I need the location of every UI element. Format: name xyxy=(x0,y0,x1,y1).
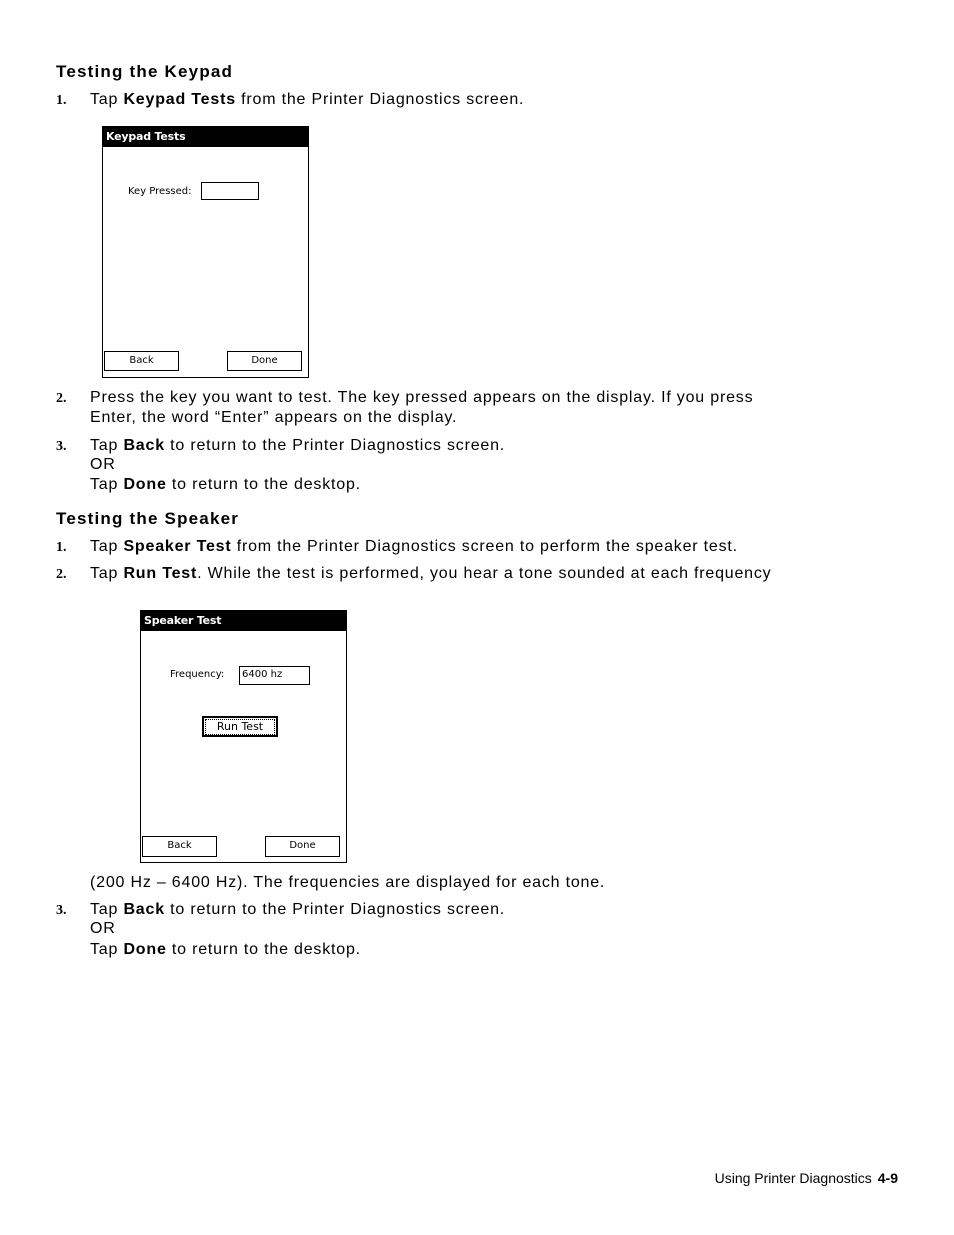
step-number: 1. xyxy=(56,540,67,555)
step-number: 3. xyxy=(56,903,67,918)
heading-testing-keypad: Testing the Keypad xyxy=(56,62,234,81)
back-button[interactable]: Back xyxy=(104,351,179,371)
step-text: Tap Run Test. While the test is performed, you hear a tone sounded at each frequency xyxy=(90,565,772,582)
screen-title: Keypad Tests xyxy=(103,127,308,147)
back-button[interactable]: Back xyxy=(142,836,217,857)
step-number: 2. xyxy=(56,391,67,406)
done-button[interactable]: Done xyxy=(265,836,340,857)
done-button[interactable]: Done xyxy=(227,351,302,371)
step-number: 1. xyxy=(56,93,67,108)
step-text: (200 Hz – 6400 Hz). The frequencies are displayed for each tone. xyxy=(90,874,606,891)
key-pressed-label: Key Pressed: xyxy=(128,186,192,197)
frequency-field[interactable]: 6400 hz xyxy=(239,666,310,685)
page-number: 4-9 xyxy=(877,1170,898,1186)
or-text: OR xyxy=(90,456,116,473)
step-text: Tap Speaker Test from the Printer Diagnostics screen to perform the speaker test. xyxy=(90,538,738,555)
or-text: OR xyxy=(90,920,116,937)
step-text: Tap Done to return to the desktop. xyxy=(90,476,361,493)
frequency-label: Frequency: xyxy=(170,669,225,680)
step-text: Tap Back to return to the Printer Diagnostics screen. xyxy=(90,437,506,454)
page-footer: Using Printer Diagnostics 4-9 xyxy=(714,1170,898,1186)
step-number: 3. xyxy=(56,439,67,454)
step-text: Tap Back to return to the Printer Diagnostics screen. xyxy=(90,901,506,918)
speaker-test-screen xyxy=(140,610,347,863)
step-text: Tap Done to return to the desktop. xyxy=(90,941,361,958)
step-text: Press the key you want to test. The key pressed appears on the display. If you press xyxy=(90,389,754,406)
step-text: Enter, the word “Enter” appears on the display. xyxy=(90,409,458,426)
run-test-button[interactable]: Run Test xyxy=(202,716,278,737)
heading-testing-speaker: Testing the Speaker xyxy=(56,509,240,528)
key-pressed-field[interactable] xyxy=(201,182,259,200)
step-text: Tap Keypad Tests from the Printer Diagnostics screen. xyxy=(90,91,525,108)
keypad-tests-screen xyxy=(102,126,309,378)
step-number: 2. xyxy=(56,567,67,582)
screen-title: Speaker Test xyxy=(141,611,346,631)
